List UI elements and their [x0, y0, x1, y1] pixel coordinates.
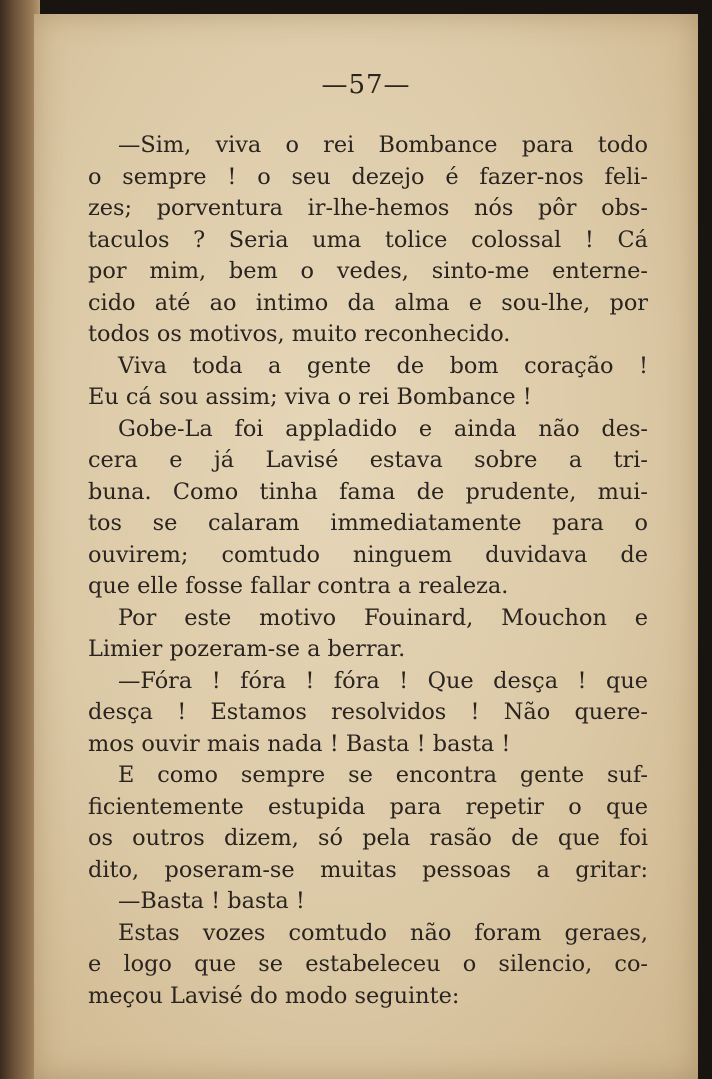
text-line: Estas vozes comtudo não foram geraes, [118, 919, 648, 946]
body-text [88, 130, 648, 1012]
text-line: Limier pozeram-se a berrar. [88, 636, 406, 662]
text-line: Gobe-La foi appladido e ainda não des- [118, 415, 648, 442]
text-line: que elle fosse fallar contra a realeza. [88, 573, 509, 599]
text-line: dito, poseram-se muitas pessoas a gritar: [88, 856, 648, 883]
text-line: Por este motivo Fouinard, Mouchon e [118, 604, 648, 631]
text-line: o sempre ! o seu dezejo é fazer-nos feli- [88, 163, 648, 190]
text-line: zes; porventura ir-lhe-hemos nós pôr obs- [88, 195, 648, 221]
text-line: ficientemente estupida para repetir o que [88, 793, 648, 820]
text-line: Eu cá sou assim; viva o rei Bombance ! [88, 384, 532, 410]
text-line: —Fóra ! fóra ! fóra ! Que desça ! que [118, 667, 648, 694]
text-line: E como sempre se encontra gente suf- [118, 762, 648, 788]
text-line: cera e já Lavisé estava sobre a tri- [88, 447, 648, 473]
text-line: meçou Lavisé do modo seguinte: [88, 982, 460, 1009]
text-line: —Basta ! basta ! [118, 888, 305, 914]
text-line: e logo que se estabeleceu o silencio, co- [88, 951, 648, 977]
text-line: cido até ao intimo da alma e sou-lhe, por [88, 289, 648, 316]
text-line: por mim, bem o vedes, sinto-me enterne- [88, 258, 648, 284]
text-line: desça ! Estamos resolvidos ! Não quere- [88, 699, 648, 725]
text-line: todos os motivos, muito reconhecido. [88, 321, 511, 347]
text-line: —Sim, viva o rei Bombance para todo [118, 132, 648, 158]
page-number: —57— [321, 70, 411, 100]
text-line: ouvirem; comtudo ninguem duvidava de [88, 541, 648, 568]
text-line: mos ouvir mais nada ! Basta ! basta ! [88, 730, 511, 757]
text-line: tos se calaram immediatamente para o [88, 510, 648, 536]
text-line: os outros dizem, só pela rasão de que foi [88, 825, 648, 851]
text-line: buna. Como tinha fama de prudente, mui- [88, 478, 648, 505]
text-line: taculos ? Seria uma tolice colossal ! Cá [88, 226, 648, 253]
book-page [34, 14, 698, 1079]
text-line: Viva toda a gente de bom coração ! [118, 352, 648, 379]
